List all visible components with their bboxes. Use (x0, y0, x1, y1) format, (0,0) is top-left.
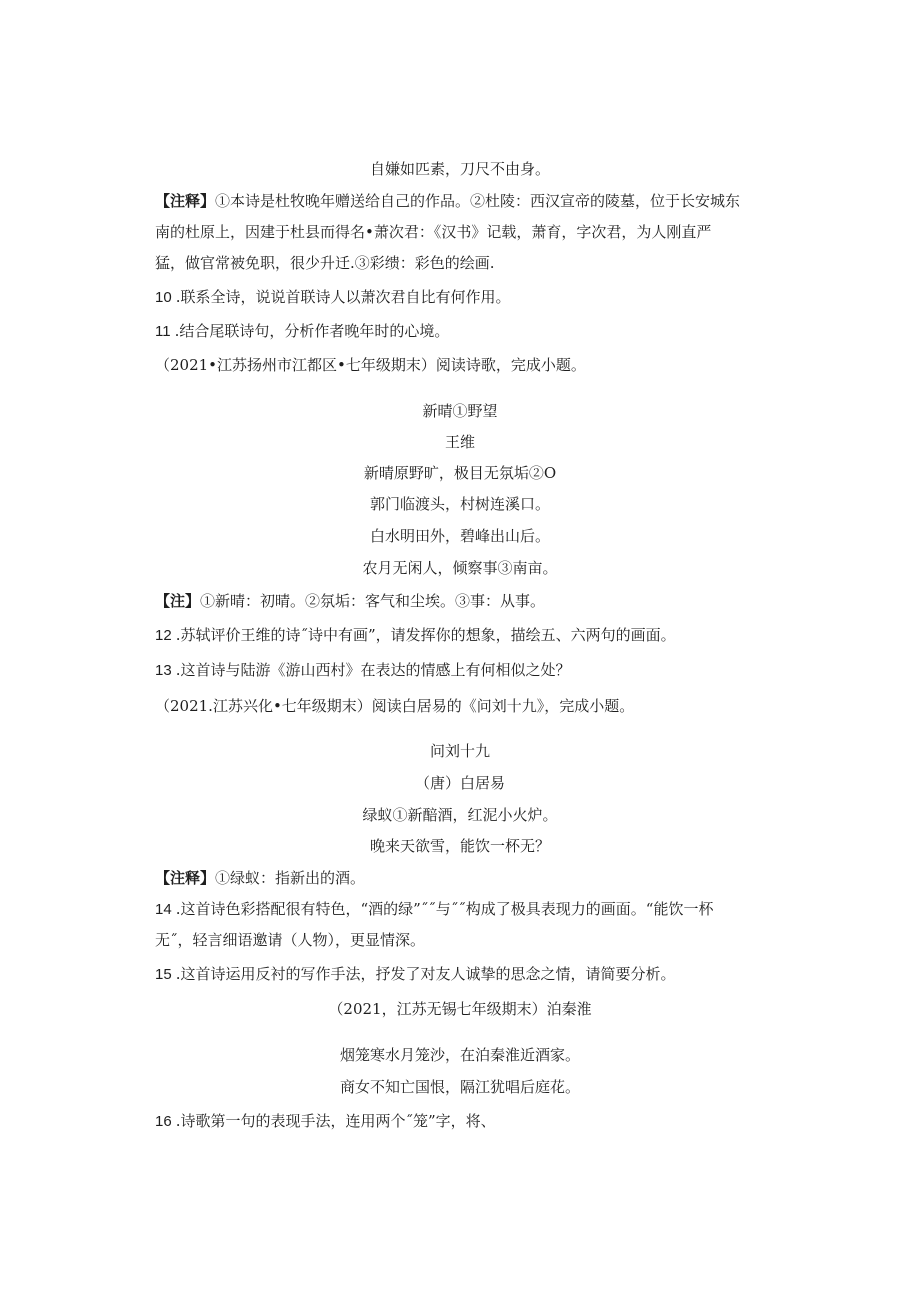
question-14 (155, 899, 713, 920)
poem-line: 白水明田外，碧峰出山后。 (369, 527, 550, 545)
question-number: 16 (155, 1113, 172, 1130)
annotation-line (155, 191, 740, 211)
annotation-text: ①本诗是杜牧晚年赠送给自己的作品。②杜陵：西汉宣帝的陵墓，位于长安城东 (215, 192, 741, 210)
annotation-line (155, 591, 545, 611)
question-13 (155, 660, 570, 681)
question-text: .结合尾联诗句，分析作者晚年时的心境。 (174, 322, 450, 340)
poem-line: 新晴原野旷，极目无氛垢②O (363, 464, 557, 482)
annotation-text: ①新晴：初晴。②氛垢：客气和尘埃。③事：从事。 (200, 592, 546, 610)
annotation-line (155, 868, 365, 888)
question-12 (155, 625, 676, 646)
annotation-tag: 【注释】 (155, 869, 216, 887)
poem-line: 郭门临渡头，村树连溪口。 (369, 495, 550, 513)
question-text: .这首诗运用反衬的写作手法，抒发了对友人诚挚的思念之情，请简要分析。 (175, 965, 676, 983)
annotation-line: 猛，做官常被免职，很少升迁.③彩缋：彩色的绘画. (155, 254, 495, 272)
question-number: 13 (155, 662, 172, 679)
poem-line: 晚来天欲雪，能饮一杯无？ (369, 837, 550, 855)
poem-line: 自嫌如匹素，刀尺不由身。 (369, 160, 550, 178)
poem-title: 新晴①野望 (422, 402, 498, 420)
poem-line: 商女不知亡国恨，隔江犹唱后庭花。 (339, 1078, 580, 1096)
question-number: 10 (155, 289, 172, 306)
poem-line: 农月无闲人，倾察事③南亩。 (362, 559, 558, 577)
source-title-line: （2021，江苏无锡七年级期末）泊秦淮 (328, 1000, 592, 1018)
question-11 (155, 321, 449, 342)
question-15 (155, 964, 675, 985)
question-number: 14 (155, 901, 172, 918)
poem-line: 绿蚁①新醅酒，红泥小火炉。 (362, 806, 558, 824)
annotation-text: ①绿蚁：指新出的酒。 (215, 869, 366, 887)
poem-line: 烟笼寒水月笼沙，在泊秦淮近酒家。 (339, 1046, 580, 1064)
annotation-tag: 【注】 (155, 592, 201, 610)
question-text: .这首诗色彩搭配很有特色，“酒的绿”˝˝与˝˝构成了极具表现力的画面。“能饮一杯 (175, 900, 714, 918)
poem-title: 问刘十九 (429, 742, 490, 760)
source-line: （2021.江苏兴化•七年级期末）阅读白居易的《问刘十九》，完成小题。 (155, 697, 635, 715)
question-number: 11 (155, 323, 171, 340)
question-text: .诗歌第一句的表现手法，连用两个˝笼”字，将、 (175, 1112, 496, 1130)
source-line: （2021•江苏扬州市江都区•七年级期末）阅读诗歌，完成小题。 (155, 356, 586, 374)
annotation-line: 南的杜原上，因建于杜县而得名•萧次君：《汉书》记载，萧育，字次君，为人刚直严 (155, 223, 712, 241)
question-number: 15 (155, 966, 172, 983)
poem-author: 王维 (444, 433, 475, 451)
question-16 (155, 1111, 496, 1132)
question-10 (155, 287, 510, 308)
question-text: .这首诗与陆游《游山西村》在表达的情感上有何相似之处？ (175, 661, 571, 679)
annotation-tag: 【注释】 (155, 192, 216, 210)
poem-author: （唐）白居易 (414, 774, 505, 792)
question-number: 12 (155, 627, 172, 644)
question-text: .苏轼评价王维的诗˝诗中有画”，请发挥你的想象，描绘五、六两句的画面。 (175, 626, 676, 644)
question-text: .联系全诗，说说首联诗人以萧次君自比有何作用。 (175, 288, 511, 306)
question-14-continuation: 无˝，轻言细语邀请（人物），更显情深。 (155, 931, 426, 949)
